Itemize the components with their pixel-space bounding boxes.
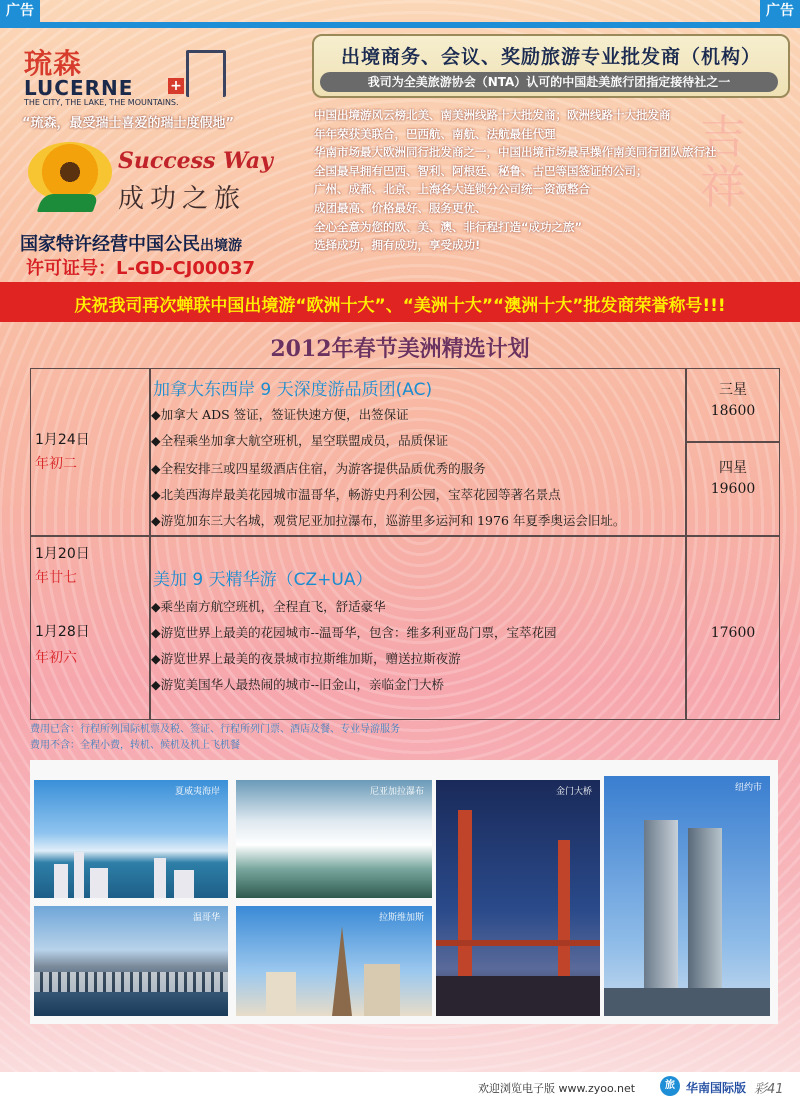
photo-niagara	[236, 780, 432, 898]
trip2-item: ◆游览世界上最美的夜景城市拉斯维加斯，赠送拉斯夜游	[151, 651, 461, 666]
leaf-logo-icon	[37, 194, 100, 212]
building-shape	[364, 964, 400, 1016]
eiffel-replica-shape	[332, 926, 352, 1016]
harbor-boats-shape	[34, 972, 228, 992]
intro-line: 广州、成都、北京、上海各大连锁分公司统一资源整合	[314, 182, 590, 197]
bridge-deck-shape	[436, 940, 600, 946]
trip2-item: ◆游览世界上最美的花园城市--温哥华，包含：维多利亚岛门票，宝萃花园	[151, 625, 557, 640]
hill-shape	[436, 976, 600, 1016]
house-outline-icon	[186, 50, 226, 97]
ad-tag-left: 广告	[0, 0, 40, 22]
building-shape	[90, 868, 108, 898]
trip2-date: 1月28日	[35, 624, 90, 640]
photo-golden-gate	[436, 780, 600, 1016]
lucerne-tagline: THE CITY, THE LAKE, THE MOUNTAINS.	[24, 98, 179, 107]
trip2-lunar: 年廿七	[35, 570, 77, 586]
trip1-lunar: 年初二	[35, 456, 77, 472]
trip1-price: 18600	[710, 403, 756, 419]
photo-gallery	[30, 760, 778, 1024]
company-name-cn: 成功之旅	[118, 184, 247, 214]
fee-notes	[30, 722, 778, 762]
trip1-title: 加拿大东西岸 9 天深度游品质团(AC)	[153, 380, 433, 400]
photo-hawaii	[34, 780, 228, 898]
lucerne-logo-en: LUCERNE	[24, 76, 134, 100]
license-text	[20, 230, 242, 256]
trip2-title: 美加 9 天精华游（CZ+UA）	[153, 570, 373, 590]
building-shape	[266, 972, 296, 1016]
intro-line: 成团最高、价格最好、服务更优、	[314, 200, 487, 215]
header-subtitle: 我司为全美旅游协会（NTA）认可的中国赴美旅行团指定接待社之一	[320, 72, 778, 92]
publication-logo-icon: 旅	[660, 1076, 680, 1096]
table-divider	[31, 535, 779, 537]
trip2-date: 1月20日	[35, 546, 90, 562]
trip1-item: ◆全程安排三或四星级酒店住宿，为游客提供品质优秀的服务	[151, 461, 486, 476]
footer-page-number: 彩41	[754, 1082, 784, 1097]
trip1-item: ◆游览加东三大名城，观赏尼亚加拉瀑布，巡游里多运河和 1976 年夏季奥运会旧址。	[151, 513, 626, 528]
banner-text: 庆祝我司再次蝉联中国出境游“欧洲十大”、“美洲十大”“澳洲十大”批发商荣誉称号!!!	[74, 296, 726, 316]
photo-vancouver	[34, 906, 228, 1016]
trip2-item: ◆游览美国华人最热闹的城市--旧金山，亲临金门大桥	[151, 677, 445, 692]
license-number: 许可证号：L-GD-CJ00037	[26, 258, 255, 279]
tower-shape	[644, 820, 678, 996]
decorative-calligraphy: 吉 祥	[700, 110, 746, 214]
ad-tag-right: 广告	[760, 0, 800, 22]
intro-line: 全心全意为您的欧、美、澳、非行程打造“成功之旅”	[314, 219, 583, 234]
trip1-item: ◆北美西海岸最美花园城市温哥华，畅游史丹利公园，宝萃花园等著名景点	[151, 487, 561, 502]
footer-edition: 华南国际版	[686, 1081, 747, 1095]
trip1-grade: 三星	[719, 382, 747, 398]
lucerne-slogan: “琉森，最受瑞士喜爱的瑞士度假地”	[22, 116, 235, 131]
table-divider	[685, 369, 687, 719]
skyline-shape	[604, 988, 770, 1016]
photo-label: 夏威夷海岸	[174, 787, 220, 797]
intro-line: 全国最早拥有巴西、智利、阿根廷、秘鲁、古巴等国签证的公司；	[314, 163, 648, 178]
building-shape	[54, 864, 68, 898]
trip2-price: 17600	[710, 625, 756, 641]
intro-line: 中国出境游风云榜北美、南美洲线路十大批发商；欧洲线路十大批发商	[314, 108, 671, 122]
itinerary-table	[30, 368, 780, 720]
table-divider	[685, 441, 779, 443]
tower-shape	[688, 828, 722, 996]
swiss-cross-icon: +	[168, 78, 184, 94]
lucerne-logo-cn: 琉森	[24, 47, 83, 80]
fee-included: 费用已含：行程所列国际机票及税、签证、行程所列门票、酒店及餐、专业导游服务	[30, 724, 400, 735]
page-footer	[0, 1072, 800, 1100]
footer-website: 欢迎浏览电子版 www.zyoo.net	[478, 1082, 636, 1095]
intro-line: 华南市场最大欧洲同行批发商之一，中国出境市场最早操作南美同行团队旅行社	[314, 145, 717, 160]
plan-title: 2012年春节美洲精选计划	[270, 336, 530, 362]
trip1-price: 19600	[710, 481, 756, 497]
trip2-item: ◆乘坐南方航空班机，全程直飞，舒适豪华	[151, 599, 386, 614]
photo-label: 温哥华	[192, 913, 220, 923]
trip1-date: 1月24日	[35, 432, 90, 448]
trip1-grade: 四星	[719, 460, 747, 476]
trip1-item: ◆加拿大 ADS 签证，签证快速方便，出签保证	[151, 407, 409, 422]
license-text-main: 国家特许经营中国公民	[20, 234, 200, 255]
celebration-banner	[0, 282, 800, 322]
photo-label: 纽约市	[734, 783, 762, 793]
building-shape	[74, 852, 84, 898]
top-bar	[0, 22, 800, 28]
license-text-suffix: 出境游	[200, 238, 242, 254]
building-shape	[174, 870, 194, 898]
photo-las-vegas	[236, 906, 432, 1016]
trip2-lunar: 年初六	[35, 650, 77, 666]
fee-excluded: 费用不含：全程小费，转机、候机及机上飞机餐	[30, 740, 240, 751]
photo-new-york	[604, 776, 770, 1016]
photo-label: 拉斯维加斯	[378, 913, 424, 923]
trip1-item: ◆全程乘坐加拿大航空班机，星空联盟成员，品质保证	[151, 433, 449, 448]
sunflower-icon	[28, 142, 112, 202]
intro-list	[314, 106, 794, 255]
intro-line: 选择成功，拥有成功，享受成功!	[314, 238, 481, 253]
photo-label: 尼亚加拉瀑布	[369, 787, 424, 797]
photo-label: 金门大桥	[555, 787, 592, 797]
building-shape	[154, 858, 166, 898]
intro-line: 年年荣获美联合，巴西航、南航、法航最佳代理	[314, 126, 556, 141]
header-title: 出境商务、会议、奖励旅游专业批发商（机构）	[340, 46, 761, 68]
company-name-en: Success Way	[118, 148, 273, 174]
